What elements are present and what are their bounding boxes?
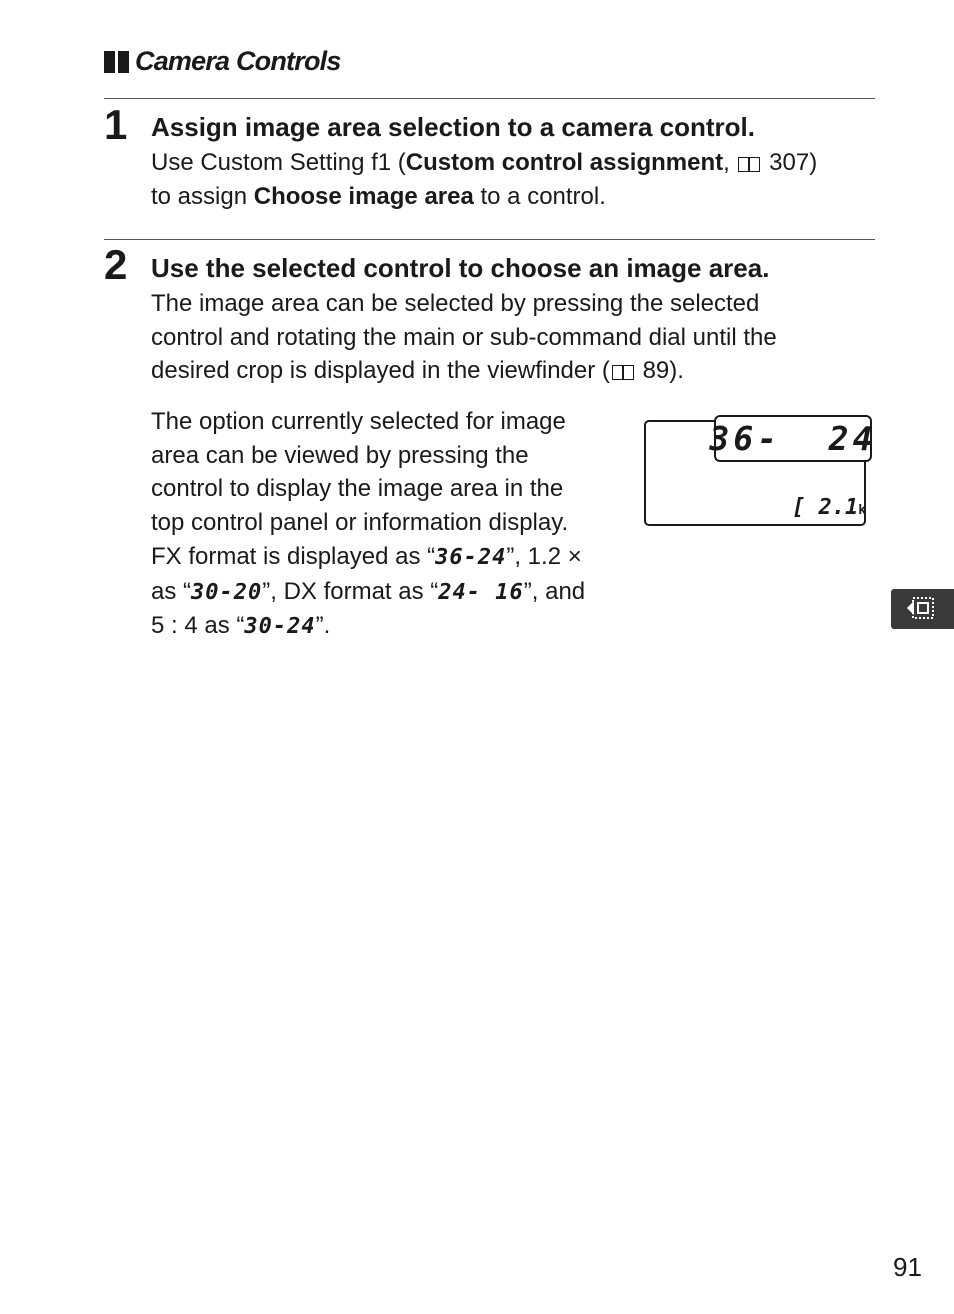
- section-title-text: Camera Controls: [135, 46, 341, 76]
- section-title: [104, 46, 341, 77]
- page-number: 91: [893, 1252, 922, 1282]
- crop-1-2x-code: 30-20: [191, 579, 263, 605]
- step-2-heading: Use the selected control to choose an image area.: [151, 253, 770, 283]
- step-2-number: 2: [104, 241, 128, 288]
- step-2-paragraph-2: The option currently selected for image area can be viewed by pressing the control to display the image area in the top control panel or information display. FX format is displayed as “36-24”, 1.2 × as “30-20”, DX format as “24- 16”, and 5 : 4 as “30-24”.: [151, 408, 586, 640]
- step-1-number: 1: [104, 101, 128, 148]
- section-marker-icon: [104, 51, 129, 73]
- lcd-image-area-readout: 36- 24: [714, 415, 872, 462]
- image-area-icon: [905, 595, 939, 623]
- dx-code: 24- 16: [438, 579, 524, 605]
- step-1-heading: Assign image area selection to a camera control.: [151, 112, 756, 142]
- chapter-tab: [891, 589, 954, 629]
- step-1-body: Use Custom Setting f1 (Custom control assignment, 307) to assign Choose image area to a control.: [151, 149, 818, 210]
- page-reference-icon: [612, 365, 634, 379]
- divider-rule: [104, 98, 875, 99]
- step-2-body: The image area can be selected by pressing the selected control and rotating the main or sub-command dial until the desired crop is displayed in the viewfinder ( 89).: [151, 290, 777, 385]
- page-reference-icon: [738, 157, 760, 171]
- lcd-frame-count-readout: [ 2.1k: [792, 495, 867, 520]
- divider-rule: [104, 239, 875, 240]
- crop-5-4-code: 30-24: [244, 614, 316, 640]
- fx-code: 36-24: [435, 544, 507, 570]
